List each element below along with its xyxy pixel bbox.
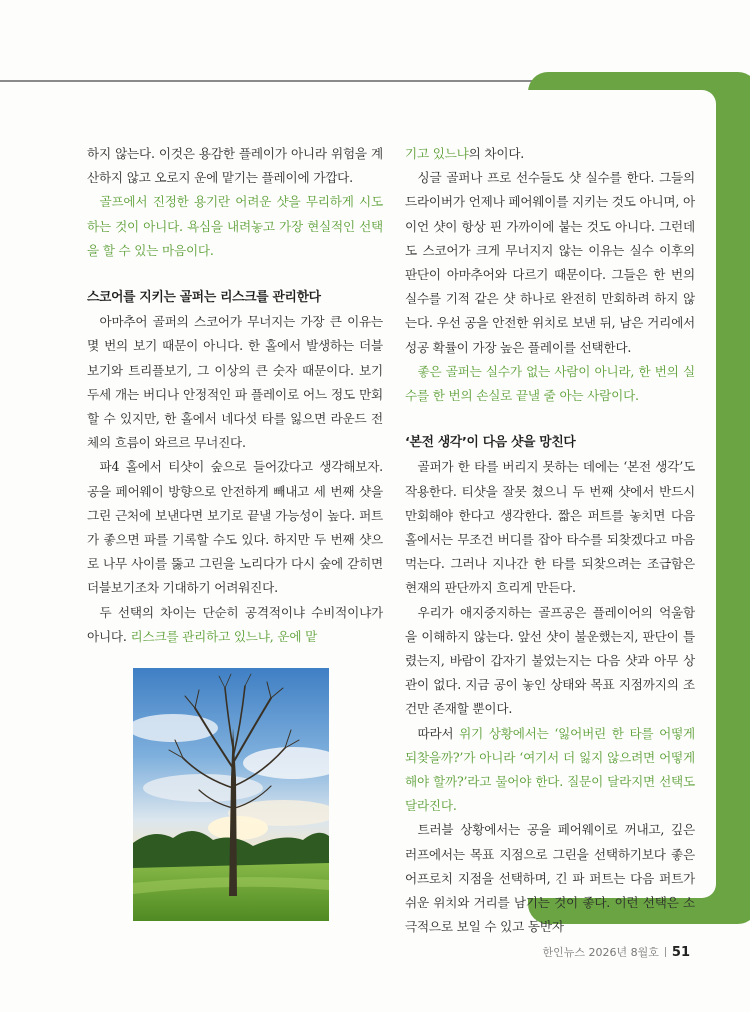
paragraph: 골퍼가 한 타를 버리지 못하는 데에는 ‘본전 생각’도 작용한다. 티샷을 잘못 쳤으니 두 번째 샷에서 반드시 만회해야 한다고 생각한다. 짧은 퍼트를 놓치면 다음 홀에서는 무조건 버디를 잡아 타수를 되찾겠다고 마음먹는다. 그러나 지나간 한 타를 되찾으려는 조급함은 현재의 판단까지 흐리게 만든다.	[405, 459, 695, 596]
paragraph-text: 의 차이다.	[468, 146, 525, 161]
page-number: 51	[671, 945, 690, 960]
tree-photo	[133, 668, 329, 921]
section-heading: 스코어를 지키는 골퍼는 리스크를 관리한다	[87, 290, 321, 306]
paragraph: 우리가 애지중지하는 골프공은 플레이어의 억울함을 이해하지 않는다. 앞선 샷이 불운했는지, 판단이 틀렸는지, 바람이 갑자기 불었는지는 다음 샷과 아무 상관이 없다. 지금 공이 놓인 상태와 목표 지점까지의 조건만 존재할 뿐이다.	[405, 604, 695, 717]
highlight-text: 리스크를 관리하고 있느냐, 운에 맡	[130, 628, 318, 644]
paragraph: 트러블 상황에서는 공을 페어웨이로 꺼내고, 깊은 러프에서는 목표 지점으로 그린을 선택하기보다 좋은 어프로치 지점을 선택하며, 긴 파 퍼트는 다음 퍼트가 쉬운 위치와 거리를 남기는 것이 좋다. 이런 선택은 소극적으로 보일 수 있고 동반자	[405, 822, 695, 935]
paragraph: 아마추어 골퍼의 스코어가 무너지는 가장 큰 이유는 몇 번의 보기 때문이 아니다. 한 홀에서 발생하는 더블보기와 트리플보기, 그 이상의 큰 숫자 때문이다. 보기 두세 개는 버디나 안정적인 파 플레이로 어느 정도 만회할 수 있지만, 한 홀에서 네다섯 타를 잃으면 라운드 전체의 흐름이 와르르 무너진다.	[87, 314, 383, 451]
footer-divider	[665, 947, 666, 957]
paragraph: 파4 홀에서 티샷이 숲으로 들어갔다고 생각해보자. 공을 페어웨이 방향으로 안전하게 빼내고 세 번째 샷을 그린 근처에 보낸다면 보기로 끝낼 가능성이 높다. 퍼트가 좋으면 파를 기록할 수도 있다. 하지만 두 번째 샷으로 나무 사이를 뚫고 그린을 노리다가 다시 숲에 갇히면 더블보기조차 기대하기 어려워진다.	[87, 459, 383, 596]
section-heading: ‘본전 생각’이 다음 샷을 망친다	[405, 435, 576, 451]
paragraph	[405, 722, 695, 819]
text-column-right	[405, 142, 695, 940]
page-footer	[543, 944, 690, 960]
top-rule	[0, 80, 560, 82]
highlight-paragraph: 골프에서 진정한 용기란 어려운 샷을 무리하게 시도하는 것이 아니다. 욕심을 내려놓고 가장 현실적인 선택을 할 수 있는 마음이다.	[87, 194, 383, 258]
highlight-paragraph: 좋은 골퍼는 실수가 없는 사람이 아니라, 한 번의 실수를 한 번의 손실로 끝낼 줄 아는 사람이다.	[405, 363, 695, 404]
highlight-text: 위기 상황에서는 ‘잃어버린 한 타를 어떻게 되찾을까?’가 아니라 ‘여기서 더 잃지 않으려면 어떻게 해야 할까?’라고 물어야 한다. 질문이 달라지면 선택도 달라진다.	[405, 725, 696, 814]
publication-name: 한인뉴스 2026년 8월호	[542, 946, 659, 959]
paragraph: 싱글 골퍼나 프로 선수들도 샷 실수를 한다. 그들의 드라이버가 언제나 페어웨이를 지키는 것도 아니며, 아이언 샷이 항상 핀 가까이에 붙는 것도 아니다. 그런데도 스코어가 크게 무너지지 않는 이유는 실수 이후의 판단이 아마추어와 다르기 때문이다. 그들은 한 번의 실수를 기적 같은 샷 하나로 완전히 만회하려 하지 않는다. 우선 공을 안전한 위치로 보낸 뒤, 남은 거리에서 성공 확률이 가장 높은 플레이를 선택한다.	[405, 170, 695, 355]
paragraph	[87, 601, 383, 649]
highlight-text: 기고 있느냐	[405, 146, 469, 161]
paragraph-text: 따라서	[417, 725, 460, 741]
paragraph	[405, 142, 695, 166]
paragraph-text: 두 선택의 차이는 단순히 공격적이냐 수비적이냐가 아니다.	[87, 604, 383, 644]
paragraph: 하지 않는다. 이것은 용감한 플레이가 아니라 위험을 계산하지 않고 오로지 운에 맡기는 플레이에 가깝다.	[87, 146, 383, 186]
text-column-left	[87, 142, 383, 649]
